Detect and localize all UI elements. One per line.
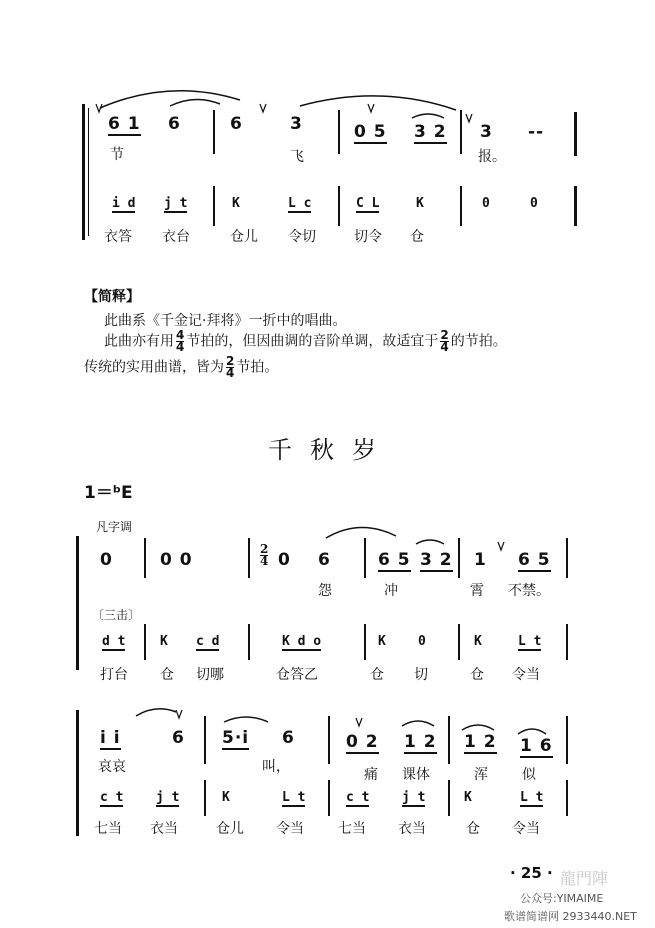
percussion-lyric: 切令 xyxy=(354,229,382,245)
percussion-lyric: 仓儿 xyxy=(230,229,258,245)
melody-lyric: 报。 xyxy=(478,149,506,165)
percussion-label: 〔三击〕 xyxy=(92,608,141,622)
melody-lyric: 不禁。 xyxy=(508,583,550,599)
time-signature-4-4: $\frac{4}{4}$ xyxy=(176,328,185,354)
percussion-lyric: 衣当 xyxy=(150,821,178,837)
explanation-line: 此曲亦有用 $\frac{4}{4}$ 节拍的，但因曲调的音阶单调，故适宜于 $\frac{2}{4}$ 的节拍。 xyxy=(104,328,507,354)
breath-mark xyxy=(260,104,266,112)
slur xyxy=(416,540,444,544)
melody-lyric: 霄 xyxy=(470,583,484,599)
melody-note: 1 2 xyxy=(464,732,497,752)
percussion-symbol: c d xyxy=(196,634,220,649)
time-signature-2-4: $\frac{2}{4}$ xyxy=(260,542,269,568)
watermark-logo: 龍門陣 xyxy=(560,869,609,888)
percussion-symbol: K xyxy=(474,634,482,649)
melody-note: 3 xyxy=(480,122,493,142)
breath-mark xyxy=(498,542,504,550)
percussion-lyric: 仓 xyxy=(410,229,424,245)
percussion-symbol: K xyxy=(232,196,240,211)
melody-lyric: 冲 xyxy=(384,583,398,599)
song-title: 千秋岁 xyxy=(268,436,394,464)
breath-mark xyxy=(176,710,182,718)
melody-note: 6 xyxy=(230,114,243,134)
melody-note: 5·i xyxy=(222,728,250,748)
percussion-symbol: C L xyxy=(356,196,380,211)
explanation-heading: 【简释】 xyxy=(84,289,140,305)
melody-note: 0 xyxy=(278,550,291,570)
melody-note: 1 2 xyxy=(404,732,437,752)
melody-lyric: 课体 xyxy=(402,767,430,783)
melody-note: 0 0 xyxy=(160,550,193,570)
percussion-symbol: j t xyxy=(402,790,426,805)
percussion-symbol: K xyxy=(160,634,168,649)
percussion-symbol: L t xyxy=(282,790,306,805)
percussion-lyric: 切 xyxy=(414,667,428,683)
melody-note: i i xyxy=(100,728,121,748)
melody-note: 3 xyxy=(290,114,303,134)
mode-label: 凡字调 xyxy=(96,520,133,534)
breath-mark xyxy=(356,718,362,726)
percussion-symbol: c t xyxy=(100,790,124,805)
percussion-lyric: 仓 xyxy=(160,667,174,683)
slur xyxy=(224,717,268,722)
percussion-symbol: d t xyxy=(102,634,126,649)
explanation-line: 传统的实用曲谱，皆为 $\frac{2}{4}$ 节拍。 xyxy=(84,354,279,380)
percussion-symbol: 0 xyxy=(482,196,490,211)
percussion-symbol: j t xyxy=(156,790,180,805)
melody-lyric: 哀哀 xyxy=(98,759,126,775)
percussion-lyric: 衣答 xyxy=(104,229,132,245)
percussion-symbol: c t xyxy=(346,790,370,805)
percussion-symbol: L t xyxy=(518,634,542,649)
watermark-text: 公众号:YIMAIME xyxy=(520,892,604,905)
slur xyxy=(170,99,220,106)
percussion-symbol: L c xyxy=(288,196,312,211)
melody-lyric: 飞 xyxy=(290,149,304,165)
melody-note: 6 1 xyxy=(108,114,141,134)
percussion-lyric: 令当 xyxy=(512,821,540,837)
melody-note: 6 xyxy=(282,728,295,748)
percussion-lyric: 打台 xyxy=(100,667,128,683)
slur xyxy=(136,709,176,716)
percussion-lyric: 衣当 xyxy=(398,821,426,837)
slur xyxy=(462,725,494,730)
melody-lyric: 怨 xyxy=(318,583,332,599)
percussion-lyric: 七当 xyxy=(338,821,366,837)
melody-note: 1 6 xyxy=(520,736,553,756)
slur xyxy=(412,114,444,118)
melody-lyric: 节 xyxy=(110,147,124,163)
breath-mark xyxy=(368,104,374,112)
percussion-lyric: 切哪 xyxy=(196,667,224,683)
melody-lyric: 似 xyxy=(522,767,536,783)
percussion-symbol: L t xyxy=(520,790,544,805)
slur xyxy=(326,527,396,538)
percussion-lyric: 仓 xyxy=(470,667,484,683)
percussion-symbol: K xyxy=(464,790,472,805)
percussion-symbol: K xyxy=(416,196,424,211)
percussion-lyric: 仓 xyxy=(370,667,384,683)
key-signature: 1＝ᵇE xyxy=(84,483,133,503)
percussion-lyric: 令当 xyxy=(512,667,540,683)
melody-note: 0 2 xyxy=(346,732,379,752)
percussion-symbol: j t xyxy=(164,196,188,211)
percussion-symbol: K xyxy=(378,634,386,649)
melody-note: 0 xyxy=(100,550,113,570)
percussion-lyric: 衣台 xyxy=(162,229,190,245)
melody-note: 1 xyxy=(474,550,487,570)
page-number: · 25 · xyxy=(510,864,553,882)
melody-note: 6 xyxy=(172,728,185,748)
melody-note: 3 2 xyxy=(414,122,447,142)
percussion-symbol: K xyxy=(222,790,230,805)
melody-note: 3 2 xyxy=(420,550,453,570)
watermark-text: 歌谱简谱网 2933440.NET xyxy=(504,910,637,923)
time-signature-2-4: $\frac{2}{4}$ xyxy=(440,328,449,354)
melody-note: 6 xyxy=(168,114,181,134)
percussion-lyric: 仓 xyxy=(466,821,480,837)
percussion-symbol: 0 xyxy=(418,634,426,649)
melody-lyric: 叫， xyxy=(262,759,290,775)
breath-mark xyxy=(466,114,472,122)
melody-lyric: 痛 xyxy=(364,767,378,783)
percussion-lyric: 七当 xyxy=(94,821,122,837)
percussion-lyric: 令当 xyxy=(276,821,304,837)
explanation-line: 此曲系《千金记·拜将》一折中的唱曲。 xyxy=(104,313,347,329)
melody-lyric: 浑 xyxy=(474,767,488,783)
slur xyxy=(300,96,456,110)
melody-note: 6 xyxy=(318,550,331,570)
percussion-lyric: 仓答乙 xyxy=(276,667,318,683)
percussion-lyric: 令切 xyxy=(288,229,316,245)
slur xyxy=(402,721,434,726)
melody-note: -- xyxy=(528,122,545,142)
percussion-lyric: 仓儿 xyxy=(216,821,244,837)
melody-note: 6 5 xyxy=(518,550,551,570)
percussion-symbol: K d o xyxy=(282,634,322,649)
time-signature-2-4: $\frac{2}{4}$ xyxy=(226,354,235,380)
breath-mark xyxy=(96,104,102,112)
percussion-symbol: 0 xyxy=(530,196,538,211)
slur xyxy=(518,729,546,734)
percussion-symbol: i d xyxy=(112,196,136,211)
melody-note: 0 5 xyxy=(354,122,387,142)
melody-note: 6 5 xyxy=(378,550,411,570)
